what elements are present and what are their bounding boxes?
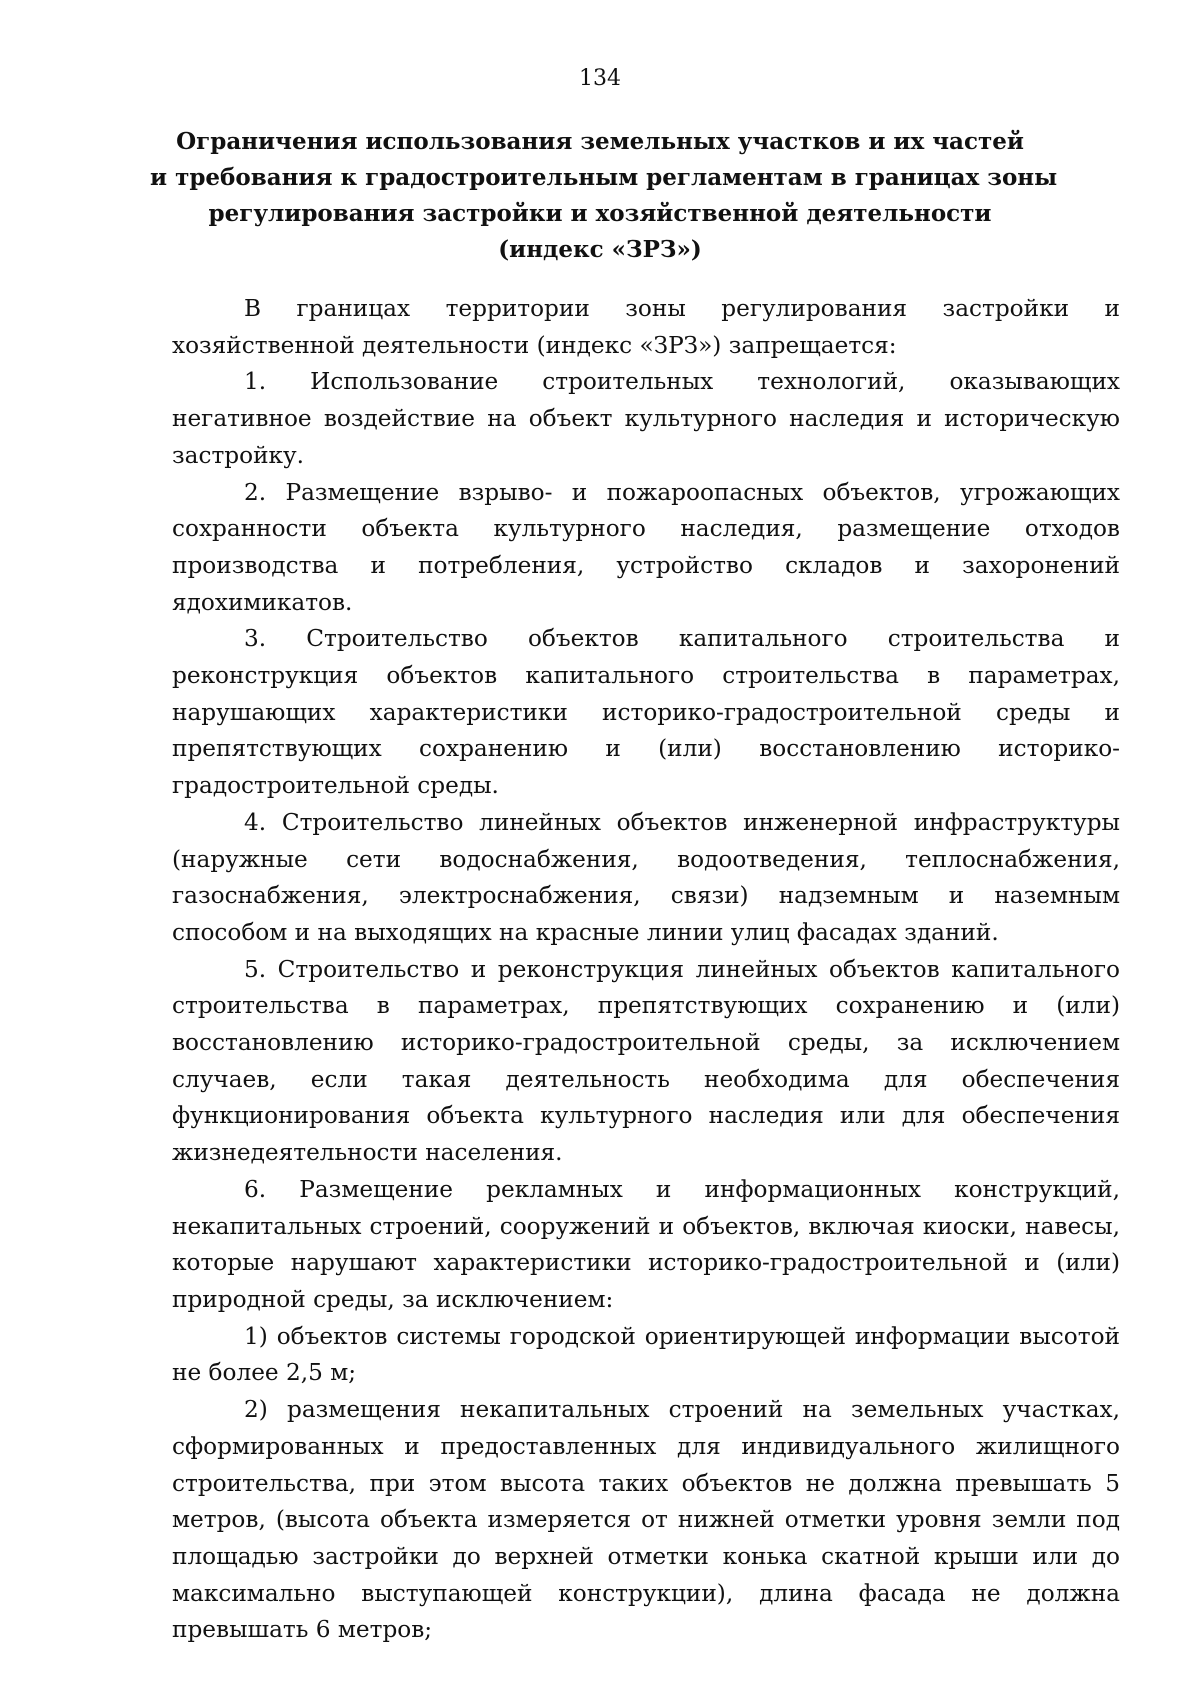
restriction-item-3: 3. Строительство объектов капитального строительства и реконструкция объектов капитального строительства в параметрах, нарушающих характеристики историко-градостроительной среды и препятствующих сохранению и (или) восстановлению историко-градостроительной среды.	[172, 625, 1120, 800]
title-line: Ограничения использования земельных участков и их частей	[176, 128, 1024, 155]
title-line: регулирования застройки и хозяйственной деятельности	[208, 200, 992, 227]
restriction-item-6: 6. Размещение рекламных и информационных конструкций, некапитальных строений, сооружений и объектов, включая киоски, навесы, которые нарушают характеристики историко-градостроительной и (или) природной среды, за исключением:	[172, 1175, 1120, 1313]
title-line: и требования к градостроительным регламентам в границах зоны	[150, 164, 1058, 191]
document-body	[172, 291, 1120, 1649]
restriction-item-5: 5. Строительство и реконструкция линейных объектов капитального строительства в параметрах, препятствующих сохранению и (или) восстановлению историко-градостроительной среды, за исключением случаев, если такая деятельность необходима для обеспечения функционирования объекта культурного наследия или для обеспечения жизнедеятельности населения.	[172, 955, 1120, 1167]
intro-paragraph: В границах территории зоны регулирования застройки и хозяйственной деятельности (индекс «ЗРЗ») запрещается:	[172, 295, 1120, 359]
restriction-item-1: 1. Использование строительных технологий, оказывающих негативное воздействие на объект культурного наследия и историческую застройку.	[172, 368, 1120, 469]
title-line: (индекс «ЗРЗ»)	[498, 236, 702, 263]
page-number: 134	[579, 66, 621, 91]
restriction-item-4: 4. Строительство линейных объектов инженерной инфраструктуры (наружные сети водоснабжения, водоотведения, теплоснабжения, газоснабжения, электроснабжения, связи) надземным и наземным способом и на выходящих на красные линии улиц фасадах зданий.	[172, 808, 1120, 946]
exception-item-2: 2) размещения некапитальных строений на земельных участках, сформированных и предоставленных для индивидуального жилищного строительства, при этом высота таких объектов не должна превышать 5 метров, (высота объекта измеряется от нижней отметки уровня земли под площадью застройки до верхней отметки конька скатной крыши или до максимально выступающей конструкции), длина фасада не должна превышать 6 метров;	[172, 1396, 1120, 1644]
restriction-item-2: 2. Размещение взрыво- и пожароопасных объектов, угрожающих сохранности объекта культурного наследия, размещение отходов производства и потребления, устройство складов и захоронений ядохимикатов.	[172, 478, 1120, 616]
document-title	[150, 124, 1058, 268]
exception-item-1: 1) объектов системы городской ориентирующей информации высотой не более 2,5 м;	[172, 1322, 1120, 1387]
